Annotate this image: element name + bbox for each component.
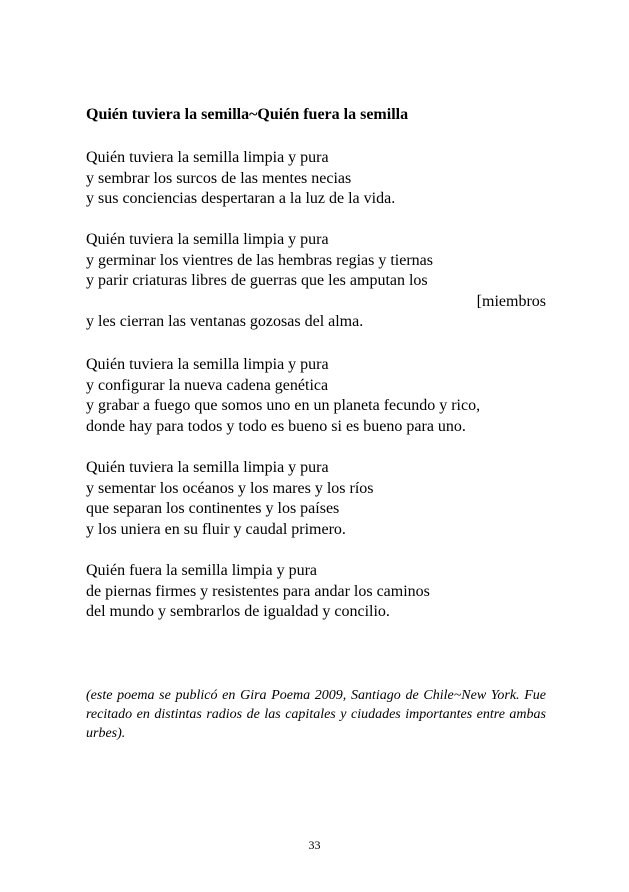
poem-line: que separan los continentes y los países xyxy=(86,500,340,517)
stanza-5 xyxy=(86,561,546,623)
poem-line: Quién tuviera la semilla limpia y pura xyxy=(86,459,329,476)
stanza-4 xyxy=(86,458,546,540)
poem-line: y los uniera en su fluir y caudal primero. xyxy=(86,520,346,538)
poem-line: y configurar la nueva cadena genética xyxy=(86,376,329,394)
poem-line: donde hay para todos y todo es bueno si es bueno para uno. xyxy=(86,417,466,435)
stanza-3 xyxy=(86,355,546,437)
poem-line: Quién tuviera la semilla limpia y pura xyxy=(86,231,329,248)
poem-line: y sementar los océanos y los mares y los ríos xyxy=(86,479,374,497)
poem-line: y les cierran las ventanas gozosas del alma. xyxy=(86,313,364,330)
publication-note: (este poema se publicó en Gira Poema 2009, Santiago de Chile~New York. Fue recitado en distintas radios de las capitales y ciudades importantes entre ambas urbes). xyxy=(86,688,546,741)
poem-line-continuation: [miembros xyxy=(476,292,546,310)
poem-line: Quién fuera la semilla limpia y pura xyxy=(86,562,318,579)
poem-line: Quién tuviera la semilla limpia y pura xyxy=(86,356,329,373)
poem-line: y sembrar los surcos de las mentes necias xyxy=(86,169,352,187)
poem-line: y grabar a fuego que somos uno en un planeta fecundo y rico, xyxy=(86,397,481,414)
stanza-1 xyxy=(86,148,546,210)
poem-line: de piernas firmes y resistentes para andar los caminos xyxy=(86,582,430,600)
page-number: 33 xyxy=(308,838,321,852)
stanza-2 xyxy=(86,230,546,333)
poem-line: Quién tuviera la semilla limpia y pura xyxy=(86,149,329,166)
poem-line: y germinar los vientres de las hembras regias y tiernas xyxy=(86,251,433,269)
poem-line: y sus conciencias despertaran a la luz de la vida. xyxy=(86,190,396,207)
poem-line: del mundo y sembrarlos de igualdad y concilio. xyxy=(86,603,390,620)
poem-title: Quién tuviera la semilla~Quién fuera la semilla xyxy=(86,106,409,123)
poem-line: y parir criaturas libres de guerras que les amputan los xyxy=(86,272,428,289)
